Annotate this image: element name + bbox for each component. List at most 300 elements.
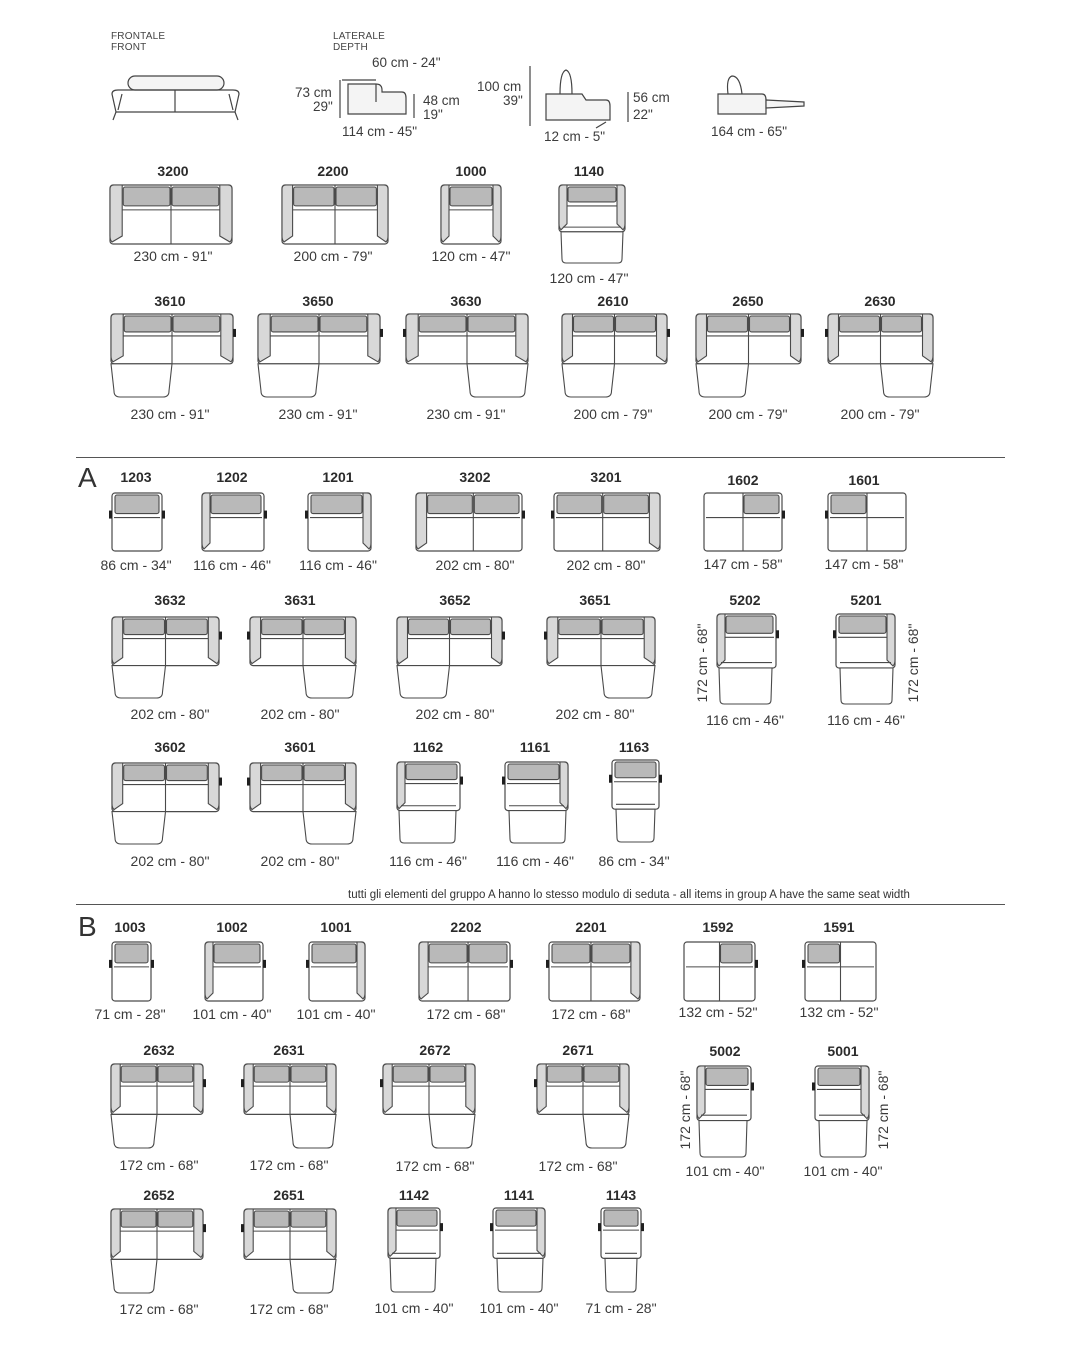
back-cushion: [568, 187, 616, 202]
module-drawing-cornerR: [828, 493, 906, 551]
module-drawing-chaiseR: [828, 314, 933, 397]
back-cushion: [320, 316, 367, 332]
module-code: 1142: [398, 1187, 430, 1203]
module-code: 2201: [575, 919, 607, 935]
left-armrest: [416, 493, 427, 549]
back-cushion: [547, 1066, 582, 1082]
module-width-dimension: 172 cm - 68": [426, 1006, 506, 1022]
connector-right: [380, 329, 383, 337]
module-drawing-cornerL: [684, 942, 755, 1001]
chaise-extension: [429, 1114, 475, 1148]
module-width-dimension: 120 cm - 47": [549, 270, 629, 286]
extended-view-drawing: [712, 72, 808, 122]
chaise-extension: [111, 1114, 157, 1148]
connector-right: [151, 960, 154, 968]
module-drawing-longUnitR: [505, 762, 568, 843]
back-cushion: [430, 1066, 465, 1082]
connector-left: [109, 511, 112, 519]
module-code: 3630: [450, 293, 482, 309]
connector-left: [833, 630, 836, 638]
depth-label-en: DEPTH: [333, 42, 368, 53]
module-width-dimension: 71 cm - 28": [94, 1006, 166, 1022]
module-drawing-chaiseR: [244, 1209, 336, 1293]
module-width-dimension: 230 cm - 91": [130, 406, 210, 422]
height-dimension-in: 29": [313, 99, 333, 114]
recliner-height-in: 39": [503, 93, 523, 108]
back-cushion: [840, 316, 880, 332]
chaise-extension: [303, 666, 356, 698]
module-drawing-unitR: [308, 493, 371, 551]
back-cushion: [818, 1068, 860, 1085]
back-cushion: [706, 1068, 748, 1085]
module-code: 1141: [503, 1187, 535, 1203]
long-seat-extension: [509, 811, 566, 843]
module-code: 2632: [143, 1042, 175, 1058]
right-armrest: [357, 942, 365, 999]
chaise-extension: [303, 812, 356, 844]
right-armrest: [466, 1064, 475, 1112]
right-armrest: [617, 185, 625, 230]
seat-height-cm: 48 cm: [423, 93, 460, 108]
long-seat-extension: [497, 1258, 543, 1292]
back-cushion: [336, 187, 376, 206]
back-cushion: [304, 619, 344, 635]
back-cushion: [124, 765, 165, 781]
left-armrest: [110, 185, 122, 242]
module-drawing-chaiseR: [250, 617, 356, 698]
back-cushion: [750, 316, 790, 332]
module-code: 1163: [618, 739, 650, 755]
recliner-gap-dimension: 12 cm - 5": [544, 129, 606, 144]
back-cushion: [839, 616, 886, 633]
module-code: 2200: [317, 163, 349, 179]
module-drawing-sofa2L: [416, 493, 522, 551]
module-drawing-unitR: [309, 942, 365, 1001]
module-code: 3602: [154, 739, 186, 755]
back-cushion: [584, 1066, 619, 1082]
back-cushion: [172, 187, 219, 206]
connector-right: [782, 511, 785, 519]
module-drawing-chaiseL: [562, 314, 667, 397]
module-code: 3610: [154, 293, 186, 309]
back-cushion: [429, 944, 467, 963]
module-depth-dimension: 172 cm - 68": [905, 623, 921, 703]
connector-right: [522, 511, 525, 519]
back-cushion: [469, 944, 507, 963]
back-cushion: [428, 495, 473, 514]
back-cushion: [592, 944, 630, 963]
left-armrest: [282, 185, 293, 242]
connector-right: [460, 777, 463, 785]
module-drawing-chaiseL: [397, 617, 502, 698]
module-code: 3200: [157, 163, 189, 179]
connector-left: [306, 960, 309, 968]
module-width-dimension: 101 cm - 40": [685, 1163, 765, 1179]
module-depth-dimension: 172 cm - 68": [677, 1070, 693, 1150]
long-seat-extension: [819, 1121, 867, 1157]
recliner-height-cm: 100 cm: [477, 79, 522, 94]
back-cushion: [167, 765, 208, 781]
right-armrest: [194, 1209, 203, 1257]
left-armrest: [250, 617, 261, 664]
back-cushion: [508, 764, 559, 780]
right-armrest: [631, 942, 640, 999]
module-code: 1000: [455, 163, 487, 179]
module-drawing-sofa2R: [549, 942, 640, 1001]
group-a-note: tutti gli elementi del gruppo A hanno lo stesso modulo di seduta - all items in group A have the same seat width: [348, 889, 910, 901]
connector-right: [440, 1223, 443, 1231]
recliner-seat-in: 22": [633, 107, 653, 122]
module-width-dimension: 172 cm - 68": [119, 1157, 199, 1173]
back-cushion: [602, 619, 643, 635]
depth-label-it: LATERALE: [333, 31, 385, 42]
back-cushion: [496, 1210, 536, 1226]
group-a-separator: [76, 457, 1005, 458]
module-drawing-longR: [836, 614, 895, 704]
module-drawing-longUnitL: [397, 762, 460, 843]
long-seat-extension: [399, 811, 456, 843]
chaise-extension: [290, 1114, 336, 1148]
back-cushion: [121, 1066, 156, 1082]
connector-left: [241, 1224, 244, 1232]
module-code: 3601: [284, 739, 316, 755]
module-width-dimension: 101 cm - 40": [374, 1300, 454, 1316]
module-drawing-chaiseR: [244, 1064, 336, 1148]
long-seat-extension: [605, 1258, 637, 1292]
right-armrest: [220, 185, 232, 242]
back-cushion: [262, 619, 302, 635]
module-code: 2650: [732, 293, 764, 309]
module-width-dimension: 116 cm - 46": [389, 853, 467, 869]
connector-left: [825, 511, 828, 519]
back-cushion: [158, 1066, 193, 1082]
module-drawing-chaiseR: [250, 763, 356, 844]
back-cushion: [167, 619, 208, 635]
left-armrest: [205, 942, 213, 999]
right-armrest: [363, 493, 371, 549]
chaise-extension: [290, 1259, 336, 1293]
module-drawing-unit0: [112, 493, 162, 551]
module-code: 3202: [459, 469, 491, 485]
chaise-extension: [258, 364, 319, 397]
chaise-extension: [601, 666, 655, 698]
right-armrest: [861, 1066, 869, 1119]
left-armrest: [111, 1064, 120, 1112]
module-depth-dimension: 172 cm - 68": [694, 623, 710, 703]
left-armrest: [383, 1064, 392, 1112]
left-armrest: [397, 762, 405, 809]
module-code: 5201: [850, 592, 882, 608]
module-drawing-chaiseL: [111, 1209, 203, 1293]
module-drawing-chaiseR: [547, 617, 655, 698]
connector-right: [162, 511, 165, 519]
left-armrest: [419, 942, 428, 999]
module-width-dimension: 101 cm - 40": [192, 1006, 272, 1022]
connector-right: [203, 1224, 206, 1232]
module-width-dimension: 202 cm - 80": [435, 557, 515, 573]
back-cushion: [831, 495, 866, 514]
back-cushion: [468, 316, 515, 332]
chaise-extension: [696, 364, 749, 397]
back-cushion: [615, 762, 656, 778]
module-code: 5002: [709, 1043, 741, 1059]
back-cushion: [616, 316, 656, 332]
chaise-extension: [112, 666, 166, 698]
module-code: 1202: [216, 469, 248, 485]
module-width-dimension: 202 cm - 80": [130, 853, 210, 869]
module-drawing-chaiseL: [111, 314, 233, 397]
back-cushion: [294, 187, 334, 206]
module-code: 3201: [590, 469, 622, 485]
module-drawing-chaiseR: [406, 314, 528, 397]
module-drawing-sofa2: [282, 185, 388, 244]
connector-right: [263, 960, 266, 968]
back-cushion: [311, 495, 362, 514]
connector-left: [812, 1082, 815, 1090]
back-cushion: [726, 616, 773, 633]
connector-right: [510, 960, 513, 968]
module-code: 1140: [573, 163, 605, 179]
module-width-dimension: 200 cm - 79": [293, 248, 373, 264]
left-armrest: [244, 1064, 253, 1112]
left-armrest: [828, 314, 839, 362]
right-armrest: [194, 1064, 203, 1112]
module-drawing-chaiseL: [112, 763, 219, 844]
right-armrest: [377, 185, 388, 242]
left-armrest: [559, 185, 567, 230]
module-width-dimension: 86 cm - 34": [598, 853, 670, 869]
left-armrest: [388, 1208, 396, 1256]
module-code: 3652: [439, 592, 471, 608]
back-cushion: [604, 495, 649, 514]
left-armrest: [406, 314, 418, 362]
connector-right: [801, 329, 804, 337]
connector-right: [203, 1079, 206, 1087]
back-cushion: [409, 619, 449, 635]
module-code: 3632: [154, 592, 186, 608]
back-cushion: [254, 1066, 289, 1082]
right-armrest: [492, 617, 503, 664]
left-armrest: [258, 314, 270, 362]
connector-right: [641, 1223, 644, 1231]
module-code: 1143: [605, 1187, 637, 1203]
module-drawing-chaiseR: [383, 1064, 475, 1148]
module-drawing-sofa2: [110, 185, 232, 244]
back-cushion: [158, 1211, 193, 1227]
left-armrest: [441, 185, 449, 242]
chaise-extension: [111, 1259, 157, 1293]
connector-right: [502, 632, 505, 640]
module-code: 2610: [597, 293, 629, 309]
right-armrest: [791, 314, 802, 362]
left-armrest: [697, 1066, 705, 1119]
back-cushion: [271, 316, 318, 332]
back-cushion: [474, 495, 519, 514]
module-width-dimension: 116 cm - 46": [706, 712, 784, 728]
back-cushion: [312, 944, 356, 963]
back-cushion: [123, 187, 170, 206]
module-code: 2672: [419, 1042, 451, 1058]
module-code: 1592: [702, 919, 734, 935]
connector-right: [219, 778, 222, 786]
chaise-extension: [111, 364, 172, 397]
recliner-seat-cm: 56 cm: [633, 90, 670, 105]
back-cushion: [262, 765, 302, 781]
back-cushion: [214, 944, 260, 963]
module-width-dimension: 200 cm - 79": [708, 406, 788, 422]
left-armrest: [547, 617, 558, 664]
module-width-dimension: 120 cm - 47": [431, 248, 511, 264]
module-drawing-cornerL: [704, 493, 782, 551]
long-seat-extension: [561, 232, 623, 263]
module-code: 1602: [727, 472, 759, 488]
back-cushion: [450, 187, 492, 206]
total-depth-dimension: 114 cm - 45": [342, 124, 418, 139]
module-code: 2651: [273, 1187, 305, 1203]
connector-left: [534, 1079, 537, 1087]
module-width-dimension: 101 cm - 40": [803, 1163, 883, 1179]
module-drawing-longL: [697, 1066, 751, 1157]
back-cushion: [721, 944, 753, 963]
module-code: 1601: [848, 472, 880, 488]
module-code: 3650: [302, 293, 334, 309]
right-armrest: [327, 1064, 336, 1112]
connector-left: [502, 777, 505, 785]
back-cushion: [397, 1210, 437, 1226]
connector-left: [305, 511, 308, 519]
back-cushion: [115, 944, 148, 963]
module-width-dimension: 86 cm - 34": [100, 557, 172, 573]
module-drawing-unitL: [202, 493, 264, 551]
long-seat-extension: [699, 1121, 747, 1157]
back-cushion: [115, 495, 159, 514]
module-code: 1203: [120, 469, 152, 485]
right-armrest: [493, 185, 501, 242]
module-width-dimension: 71 cm - 28": [585, 1300, 657, 1316]
right-armrest: [516, 314, 528, 362]
back-cushion: [173, 316, 220, 332]
back-cushion: [557, 495, 602, 514]
module-width-dimension: 132 cm - 52": [799, 1004, 879, 1020]
back-cushion: [406, 764, 457, 780]
left-armrest: [244, 1209, 253, 1257]
module-width-dimension: 172 cm - 68": [538, 1158, 618, 1174]
connector-right: [659, 775, 662, 783]
right-armrest: [208, 617, 219, 664]
module-drawing-cornerR: [805, 942, 876, 1001]
module-width-dimension: 202 cm - 80": [260, 853, 340, 869]
back-cushion: [451, 619, 491, 635]
back-cushion: [291, 1066, 326, 1082]
module-code: 1003: [114, 919, 146, 935]
module-width-dimension: 172 cm - 68": [119, 1301, 199, 1317]
back-cushion: [604, 1210, 638, 1226]
right-armrest: [221, 314, 233, 362]
back-cushion: [304, 765, 344, 781]
back-cushion: [574, 316, 614, 332]
module-code: 1002: [216, 919, 248, 935]
reclined-view-drawing: [526, 66, 630, 132]
long-seat-extension: [719, 668, 772, 704]
module-drawing-longUnit0: [601, 1208, 641, 1292]
chaise-extension: [397, 666, 450, 698]
right-armrest: [345, 617, 356, 664]
left-armrest: [717, 614, 725, 666]
module-drawing-chaise1: [559, 185, 625, 263]
connector-right: [751, 1082, 754, 1090]
left-armrest: [537, 1064, 546, 1112]
connector-left: [598, 1223, 601, 1231]
module-code: 5001: [827, 1043, 859, 1059]
connector-right: [776, 630, 779, 638]
module-width-dimension: 101 cm - 40": [479, 1300, 559, 1316]
module-code: 2631: [273, 1042, 305, 1058]
module-width-dimension: 200 cm - 79": [840, 406, 920, 422]
back-cushion: [708, 316, 748, 332]
chaise-extension: [881, 364, 934, 397]
chaise-extension: [583, 1114, 629, 1148]
module-drawing-chaiseL: [696, 314, 801, 397]
connector-left: [825, 329, 828, 337]
module-drawing-longUnitL: [388, 1208, 440, 1292]
connector-right: [219, 632, 222, 640]
connector-left: [247, 778, 250, 786]
module-width-dimension: 147 cm - 58": [824, 556, 904, 572]
module-code: 3631: [284, 592, 316, 608]
module-width-dimension: 147 cm - 58": [703, 556, 783, 572]
module-drawing-longUnitR: [493, 1208, 545, 1292]
front-view-drawing: [108, 72, 243, 124]
group-b-separator: [76, 904, 1005, 905]
left-armrest: [250, 763, 261, 810]
connector-right: [755, 960, 758, 968]
connector-left: [403, 329, 406, 337]
connector-left: [551, 511, 554, 519]
module-code: 5202: [729, 592, 761, 608]
right-armrest: [208, 763, 219, 810]
right-armrest: [327, 1209, 336, 1257]
module-width-dimension: 116 cm - 46": [827, 712, 905, 728]
module-code: 2630: [864, 293, 896, 309]
left-armrest: [111, 314, 123, 362]
connector-right: [264, 511, 267, 519]
back-cushion: [808, 944, 840, 963]
module-width-dimension: 202 cm - 80": [566, 557, 646, 573]
module-width-dimension: 202 cm - 80": [415, 706, 495, 722]
module-drawing-longUnit0: [612, 760, 659, 842]
module-drawing-unit0: [112, 942, 151, 1001]
left-armrest: [562, 314, 573, 362]
module-code: 2202: [450, 919, 482, 935]
chaise-extension: [467, 364, 528, 397]
long-seat-extension: [616, 809, 655, 842]
back-cushion: [419, 316, 466, 332]
module-width-dimension: 172 cm - 68": [551, 1006, 631, 1022]
back-cushion: [211, 495, 261, 514]
front-label-en: FRONT: [111, 42, 147, 53]
module-drawing-longL: [717, 614, 776, 704]
connector-left: [109, 960, 112, 968]
module-width-dimension: 202 cm - 80": [130, 706, 210, 722]
module-drawing-sofa2L: [419, 942, 510, 1001]
left-armrest: [111, 1209, 120, 1257]
connector-right: [667, 329, 670, 337]
right-armrest: [923, 314, 934, 362]
connector-left: [380, 1079, 383, 1087]
back-cushion: [124, 316, 171, 332]
module-width-dimension: 116 cm - 46": [299, 557, 377, 573]
back-cushion: [559, 619, 600, 635]
